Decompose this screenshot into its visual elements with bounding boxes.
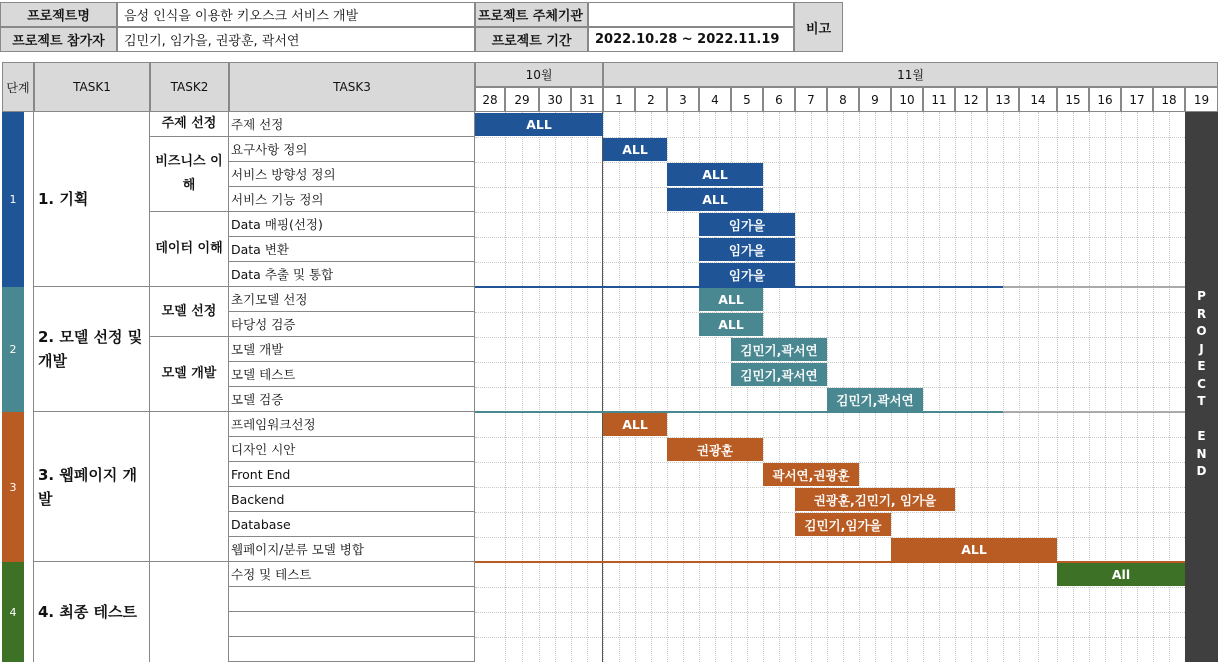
note-label: 비고 bbox=[794, 2, 843, 52]
project-name-label: 프로젝트명 bbox=[0, 2, 117, 27]
project-end-letter: T bbox=[1197, 394, 1206, 408]
day-header-21: 18 bbox=[1153, 87, 1185, 112]
task3-row-20 bbox=[229, 612, 475, 637]
day-header-6: 3 bbox=[667, 87, 699, 112]
day-header-12: 9 bbox=[859, 87, 891, 112]
project-end-letter: D bbox=[1196, 464, 1207, 478]
gantt-bar-9: 김민기,곽서연 bbox=[731, 338, 827, 361]
gantt-bar-10: 김민기,곽서연 bbox=[731, 363, 827, 386]
task3-row-21 bbox=[229, 637, 475, 662]
task3-row-18: 수정 및 테스트 bbox=[229, 562, 475, 587]
day-header-3: 31 bbox=[571, 87, 603, 112]
project-end-label bbox=[1196, 288, 1206, 481]
project-end-letter: O bbox=[1196, 324, 1207, 338]
task3-row-16: Database bbox=[229, 512, 475, 537]
task2-model-dev: 모델 개발 bbox=[150, 337, 229, 412]
task2-topic: 주제 선정 bbox=[150, 112, 229, 137]
task3-row-12: 프레임워크선정 bbox=[229, 412, 475, 437]
stage-4-marker: 4 bbox=[2, 562, 24, 662]
day-header-16: 13 bbox=[987, 87, 1019, 112]
task3-row-3: 서비스 기능 정의 bbox=[229, 187, 475, 212]
task1-web: 3. 웹페이지 개발 bbox=[34, 412, 150, 562]
project-end-letter: E bbox=[1197, 429, 1206, 443]
day-header-1: 29 bbox=[505, 87, 539, 112]
day-header-10: 7 bbox=[795, 87, 827, 112]
task1-header: TASK1 bbox=[34, 62, 150, 112]
task3-row-17: 웹페이지/분류 모델 병합 bbox=[229, 537, 475, 562]
gantt-bar-16: 김민기,임가을 bbox=[795, 513, 891, 536]
grid-hline bbox=[475, 162, 1185, 163]
gantt-bar-13: 권광훈 bbox=[667, 438, 763, 461]
project-period-label: 프로젝트 기간 bbox=[475, 27, 588, 52]
grid-hline bbox=[475, 262, 1185, 263]
stage-3-marker: 3 bbox=[2, 412, 24, 562]
task3-row-14: Front End bbox=[229, 462, 475, 487]
task3-row-5: Data 변환 bbox=[229, 237, 475, 262]
day-header-5: 2 bbox=[635, 87, 667, 112]
project-org-value bbox=[588, 2, 794, 27]
task3-row-0: 주제 선정 bbox=[229, 112, 475, 137]
task3-row-19 bbox=[229, 587, 475, 612]
day-header-17: 14 bbox=[1019, 87, 1057, 112]
gantt-bar-1: ALL bbox=[603, 138, 667, 161]
grid-hline bbox=[475, 187, 1185, 188]
task3-row-4: Data 매핑(선정) bbox=[229, 212, 475, 237]
gantt-bar-3: ALL bbox=[667, 188, 763, 211]
task3-row-9: 모델 개발 bbox=[229, 337, 475, 362]
gantt-bar-4: 임가을 bbox=[699, 213, 795, 236]
grid-hline bbox=[475, 537, 1185, 538]
task2-header: TASK2 bbox=[150, 62, 229, 112]
project-org-label: 프로젝트 주체기관 bbox=[475, 2, 588, 27]
task3-row-7: 초기모델 선정 bbox=[229, 287, 475, 312]
stage-2-marker: 2 bbox=[2, 287, 24, 412]
task2-test-empty bbox=[150, 562, 229, 662]
project-end-column bbox=[1185, 112, 1218, 662]
task3-row-1: 요구사항 정의 bbox=[229, 137, 475, 162]
project-end-letter: N bbox=[1196, 446, 1207, 461]
task1-model: 2. 모델 선정 및 개발 bbox=[34, 287, 150, 412]
day-header-11: 8 bbox=[827, 87, 859, 112]
day-header-8: 5 bbox=[731, 87, 763, 112]
task1-test: 4. 최종 테스트 bbox=[34, 562, 150, 662]
task2-web-empty bbox=[150, 412, 229, 562]
gantt-bar-12: ALL bbox=[603, 413, 667, 436]
grid-hline bbox=[475, 212, 1185, 213]
task2-data: 데이터 이해 bbox=[150, 212, 229, 287]
month-oct-header: 10월 bbox=[475, 62, 603, 87]
gantt-bar-5: 임가을 bbox=[699, 238, 795, 261]
day-header-9: 6 bbox=[763, 87, 795, 112]
task3-header: TASK3 bbox=[229, 62, 475, 112]
gantt-bar-2: ALL bbox=[667, 163, 763, 186]
grid-hline bbox=[475, 237, 1185, 238]
task3-row-13: 디자인 시안 bbox=[229, 437, 475, 462]
project-end-letter: C bbox=[1197, 376, 1206, 391]
gantt-bar-6: 임가을 bbox=[699, 263, 795, 286]
grid-hline bbox=[475, 137, 1185, 138]
project-period-value: 2022.10.28 ~ 2022.11.19 bbox=[588, 27, 794, 52]
grid-hline bbox=[475, 437, 1185, 438]
stage-header: 단계 bbox=[2, 62, 34, 112]
stage-1-separator-tail bbox=[1003, 286, 1185, 288]
grid-hline bbox=[475, 312, 1185, 313]
gantt-bar-18: All bbox=[1057, 563, 1185, 586]
gantt-bar-0: ALL bbox=[475, 113, 603, 136]
day-header-15: 12 bbox=[955, 87, 987, 112]
project-end-letter: R bbox=[1196, 306, 1207, 321]
day-header-4: 1 bbox=[603, 87, 635, 112]
day-header-7: 4 bbox=[699, 87, 731, 112]
day-header-2: 30 bbox=[539, 87, 571, 112]
task3-row-10: 모델 테스트 bbox=[229, 362, 475, 387]
day-header-20: 17 bbox=[1121, 87, 1153, 112]
project-end-letter: P bbox=[1197, 289, 1206, 303]
month-nov-header: 11월 bbox=[603, 62, 1218, 87]
grid-hline bbox=[475, 637, 1185, 638]
gantt-bar-15: 권광훈,김민기, 임가을 bbox=[795, 488, 955, 511]
project-members-value: 김민기, 임가을, 권광훈, 곽서연 bbox=[117, 27, 475, 52]
task2-model-select: 모델 선정 bbox=[150, 287, 229, 337]
gantt-bar-8: ALL bbox=[699, 313, 763, 336]
day-header-0: 28 bbox=[475, 87, 505, 112]
grid-hline bbox=[475, 337, 1185, 338]
gantt-bar-11: 김민기,곽서연 bbox=[827, 388, 923, 411]
task3-row-8: 타당성 검증 bbox=[229, 312, 475, 337]
day-header-14: 11 bbox=[923, 87, 955, 112]
task3-row-6: Data 추출 및 통합 bbox=[229, 262, 475, 287]
gantt-bar-7: ALL bbox=[699, 288, 763, 311]
day-header-22: 19 bbox=[1185, 87, 1218, 112]
day-header-13: 10 bbox=[891, 87, 923, 112]
task1-planning: 1. 기획 bbox=[34, 112, 150, 287]
grid-hline bbox=[475, 587, 1185, 588]
task3-row-2: 서비스 방향성 정의 bbox=[229, 162, 475, 187]
day-header-19: 16 bbox=[1089, 87, 1121, 112]
project-name-value: 음성 인식을 이용한 키오스크 서비스 개발 bbox=[117, 2, 475, 27]
project-end-letter: J bbox=[1199, 341, 1204, 356]
stage-1-marker: 1 bbox=[2, 112, 24, 287]
stage-2-separator-tail bbox=[1003, 411, 1185, 413]
task3-row-15: Backend bbox=[229, 487, 475, 512]
task2-business: 비즈니스 이해 bbox=[150, 137, 229, 212]
gantt-bar-17: ALL bbox=[891, 538, 1057, 561]
project-end-letter: E bbox=[1197, 359, 1206, 373]
project-members-label: 프로젝트 참가자 bbox=[0, 27, 117, 52]
month-divider bbox=[602, 112, 603, 662]
grid-hline bbox=[475, 362, 1185, 363]
day-header-18: 15 bbox=[1057, 87, 1089, 112]
gantt-bar-14: 곽서연,권광훈 bbox=[763, 463, 859, 486]
stage-2-separator bbox=[475, 411, 1003, 413]
grid-hline bbox=[475, 612, 1185, 613]
task3-row-11: 모델 검증 bbox=[229, 387, 475, 412]
